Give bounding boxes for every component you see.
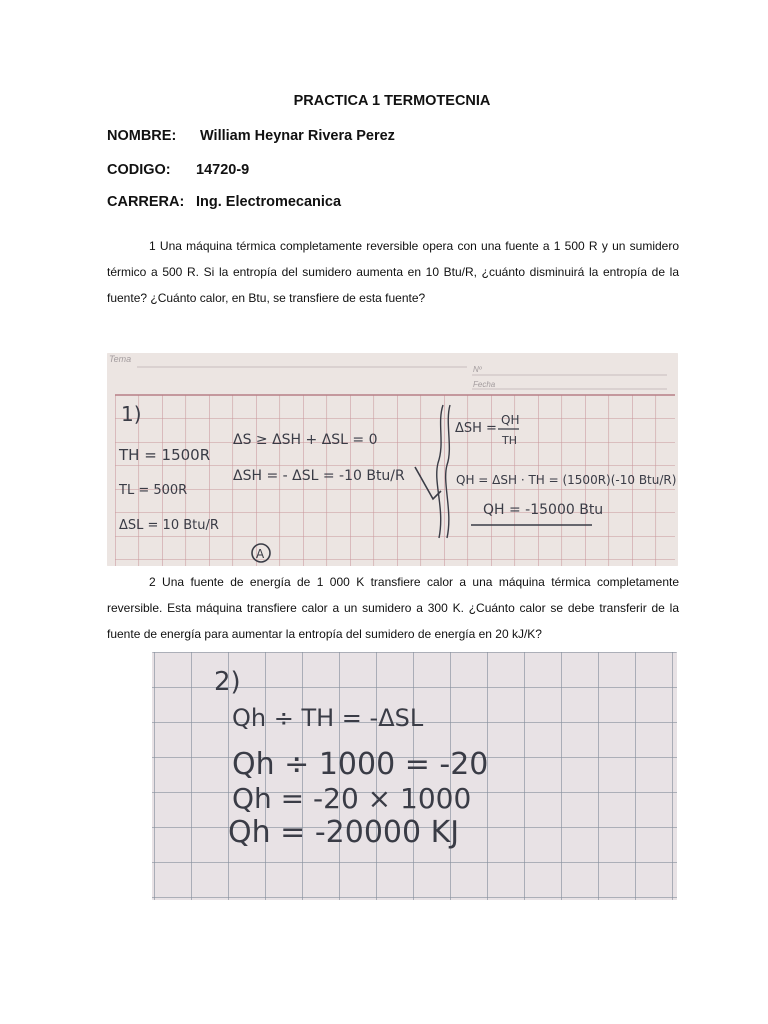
paper-label-fecha: Fecha [473, 380, 496, 389]
codigo-value: 14720-9 [196, 162, 250, 178]
hw-dsl: ΔSL = 10 Btu/R [119, 518, 219, 533]
problem-2-text: 2 Una fuente de energía de 1 000 K transfiere calor a una máquina térmica completamente reversible. Esta máquina transfiere calor a un sumidero a 300 K. ¿Cuánto calor se debe transferir de la fuente de energía para aumentar la entropía del sumidero de energía en 20 kJ/K? [107, 575, 679, 641]
hw-frac-den: TH [502, 434, 517, 447]
carrera-row [107, 194, 342, 210]
problem-number-2: 2) [214, 667, 241, 697]
hw-frac-num: QH [501, 413, 520, 427]
problem-1-text: 1 Una máquina térmica completamente reversible opera con una fuente a 1 500 R y un sumidero térmico a 500 R. Si la entropía del sumidero aumenta en 10 Btu/R, ¿cuánto disminuirá la entropía de la fuente? ¿Cuánto calor, en Btu, se transfiere de esta fuente? [107, 239, 679, 305]
hw-line-2: Qh ÷ 1000 = -20 [232, 747, 489, 782]
hw-frac-left: ΔSH = [455, 421, 497, 436]
hw-line-3: Qh = -20 × 1000 [232, 782, 472, 815]
hw-eq3: QH = ΔSH · TH = (1500R)(-10 Btu/R) [456, 473, 677, 487]
nombre-label: NOMBRE: [107, 128, 177, 144]
hw-line-1: Qh ÷ TH = -ΔSL [232, 704, 424, 732]
handwritten-solution-1-photo [107, 353, 678, 566]
codigo-label: CODIGO: [107, 162, 171, 178]
carrera-label: CARRERA: [107, 194, 185, 210]
paper-label-tema: Tema [109, 354, 132, 364]
nombre-row [107, 128, 395, 144]
hw-circle-mark: A [256, 547, 265, 561]
handwritten-solution-2-photo [152, 652, 677, 900]
hw-eq2: ΔSH = - ΔSL = -10 Btu/R [233, 468, 405, 484]
problem-number-1: 1) [121, 402, 142, 426]
hw-line-4: Qh = -20000 KJ [228, 815, 460, 850]
page-title: PRACTICA 1 TERMOTECNIA [293, 93, 491, 109]
hw-th: TH = 1500R [119, 446, 211, 464]
hw-eq1: ΔS ≥ ΔSH + ΔSL = 0 [233, 432, 378, 448]
carrera-value: Ing. Electromecanica [196, 194, 342, 210]
nombre-value: William Heynar Rivera Perez [200, 128, 395, 144]
paper-label-no: Nº [473, 365, 482, 374]
hw-eq4: QH = -15000 Btu [483, 502, 604, 518]
codigo-row [107, 162, 250, 178]
hw-tl: TL = 500R [119, 483, 188, 498]
